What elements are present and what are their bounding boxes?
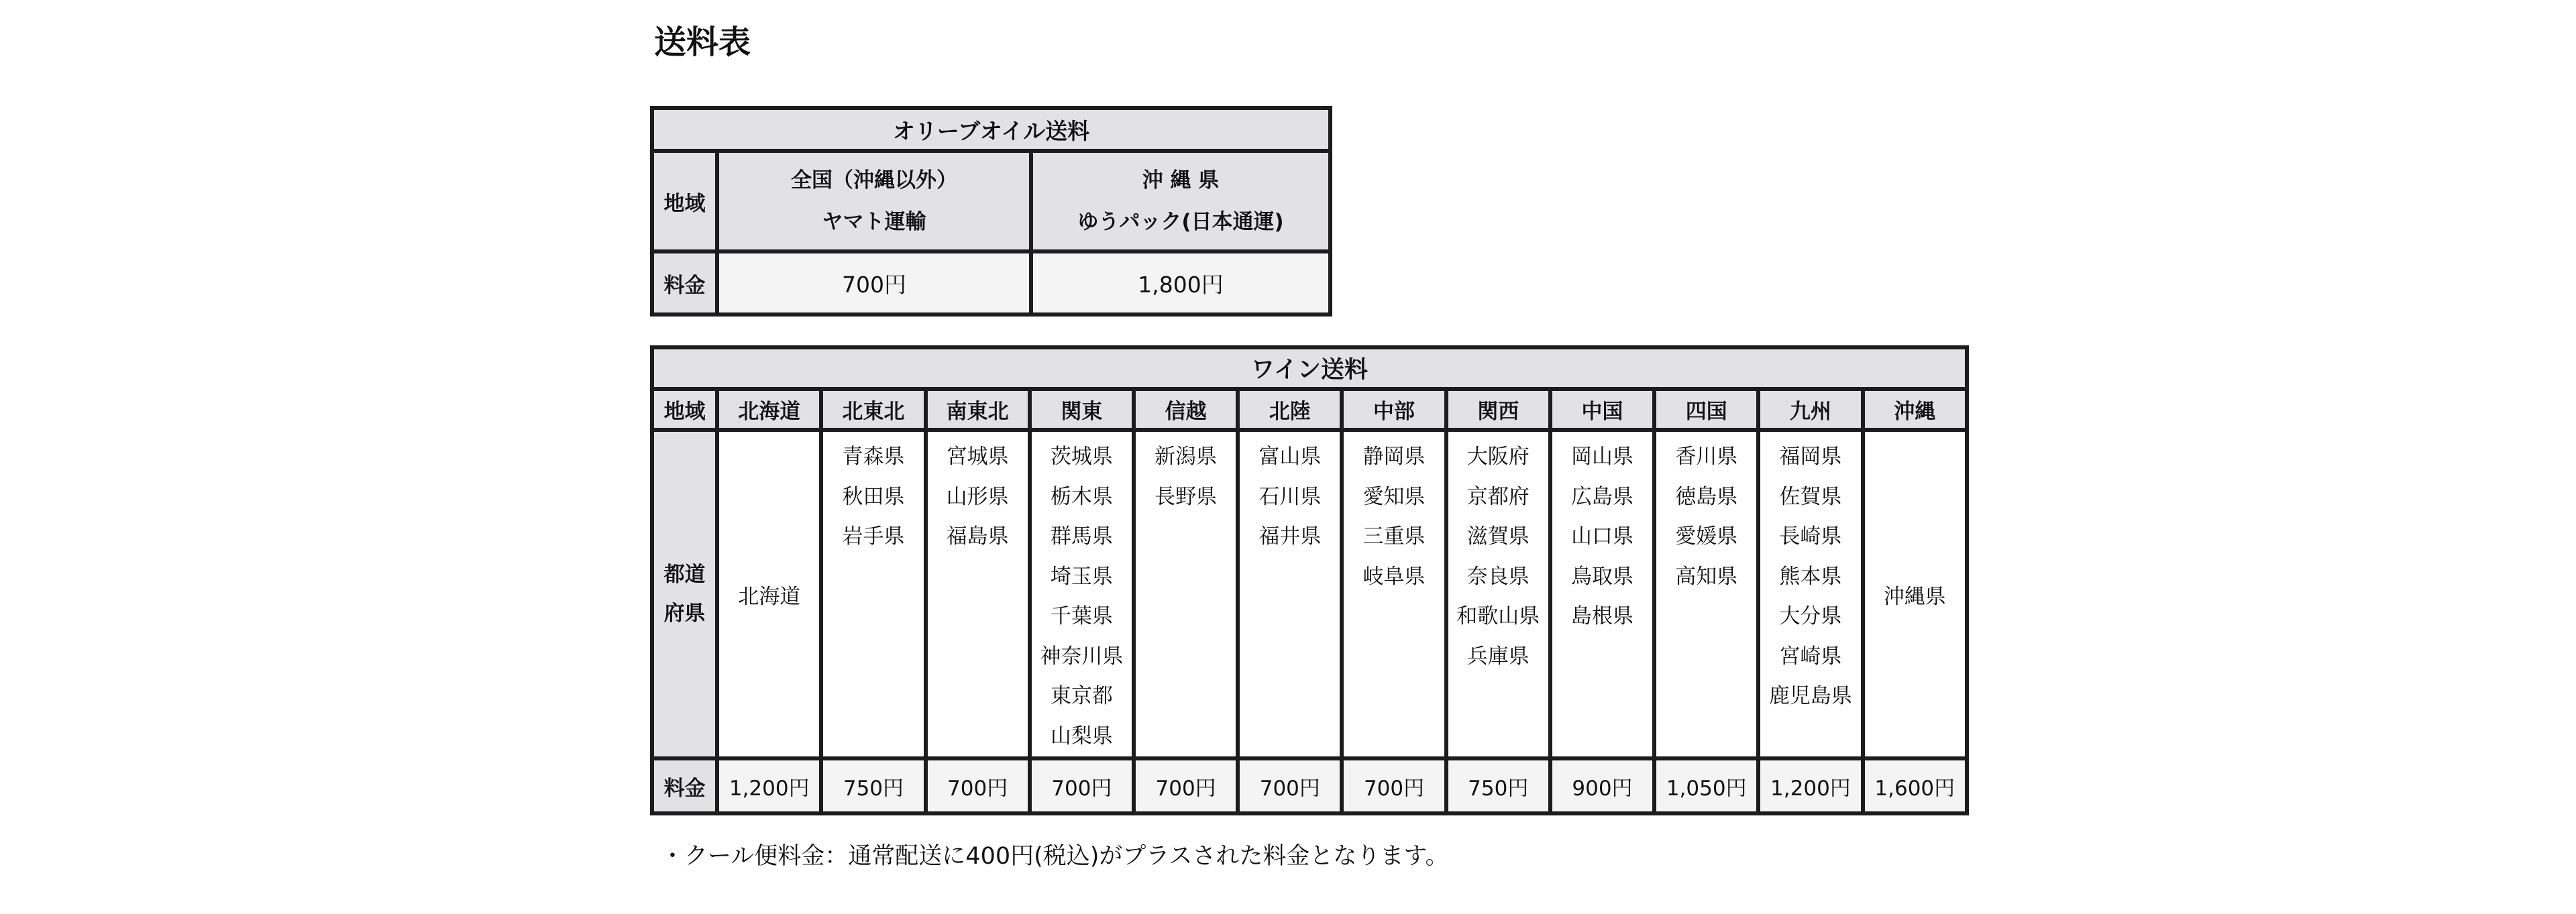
- wine-prefecture-item: 東京都: [1050, 684, 1113, 708]
- wine-prefecture-item: 京都府: [1466, 484, 1529, 509]
- wine-prefecture-cell: [1446, 430, 1550, 758]
- wine-fee-cell: 700円: [1030, 758, 1134, 813]
- wine-prefecture-cell: [1030, 430, 1134, 758]
- wine-prefecture-item: 鹿児島県: [1768, 684, 1852, 708]
- wine-prefecture-item: 山形県: [946, 484, 1009, 509]
- wine-prefecture-label-line1: 都道: [663, 563, 706, 587]
- wine-prefecture-list: [1448, 432, 1548, 677]
- olive-oil-shipping-section: [650, 106, 1996, 317]
- wine-prefecture-item: 広島県: [1570, 484, 1633, 509]
- wine-prefecture-item: 徳島県: [1675, 484, 1738, 509]
- wine-region-label: 地域: [652, 389, 717, 430]
- wine-prefecture-item: 栃木県: [1050, 484, 1113, 509]
- wine-prefecture-item: 埼玉県: [1050, 564, 1113, 589]
- wine-prefecture-list: [1344, 432, 1444, 597]
- olive-oil-table-caption: オリーブオイル送料: [652, 108, 1330, 151]
- olive-oil-shipping-table: [650, 106, 1332, 317]
- wine-prefecture-list: [1032, 432, 1132, 756]
- wine-prefecture-item: 石川県: [1258, 484, 1322, 509]
- olive-fee-nationwide: 700円: [717, 251, 1031, 315]
- wine-fee-cell: 750円: [1446, 758, 1550, 813]
- wine-prefecture-item: 静岡県: [1362, 445, 1426, 469]
- wine-prefecture-cell: [1863, 430, 1967, 758]
- wine-fee-label: 料金: [652, 758, 717, 813]
- olive-region-nationwide: [717, 151, 1031, 251]
- wine-prefecture-cell: [717, 430, 821, 758]
- cool-delivery-note: ・クール便料金：通常配送に400円(税込)がプラスされた料金となります。: [661, 843, 1449, 870]
- wine-prefecture-item: 沖縄県: [1883, 584, 1946, 609]
- wine-table-caption: ワイン送料: [652, 347, 1967, 389]
- wine-prefecture-item: 青森県: [842, 445, 905, 469]
- wine-fee-cell: 700円: [1342, 758, 1446, 813]
- wine-prefecture-list: [1136, 432, 1236, 517]
- olive-region-okinawa-carrier: ゆうパック(日本通運): [1077, 210, 1284, 234]
- wine-prefecture-label-line2: 府県: [663, 602, 706, 626]
- wine-prefecture-item: 島根県: [1570, 604, 1633, 628]
- wine-fee-cell: 1,050円: [1654, 758, 1758, 813]
- wine-prefecture-item: 山梨県: [1050, 724, 1113, 748]
- wine-region-header: 四国: [1654, 389, 1758, 430]
- wine-prefecture-item: 山口県: [1570, 524, 1633, 549]
- wine-prefecture-item: 岩手県: [842, 524, 905, 549]
- wine-prefecture-item: 神奈川県: [1040, 644, 1124, 669]
- olive-fee-label: 料金: [652, 251, 717, 315]
- wine-prefecture-list: [1240, 432, 1340, 557]
- wine-prefecture-label: [652, 430, 717, 758]
- wine-region-header: 九州: [1758, 389, 1862, 430]
- wine-prefecture-cell: [821, 430, 925, 758]
- olive-region-nationwide-carrier: ヤマト運輸: [822, 210, 926, 234]
- wine-prefecture-item: 新潟県: [1155, 445, 1218, 469]
- wine-prefecture-item: 香川県: [1675, 445, 1738, 469]
- wine-prefecture-item: 宮城県: [946, 445, 1009, 469]
- wine-region-header: 関東: [1030, 389, 1134, 430]
- wine-prefecture-item: 愛媛県: [1675, 524, 1738, 549]
- wine-region-header: 中国: [1550, 389, 1654, 430]
- wine-prefecture-item: 秋田県: [842, 484, 905, 509]
- wine-prefecture-list: [1760, 432, 1860, 717]
- wine-prefecture-item: 福岡県: [1779, 445, 1842, 469]
- wine-prefecture-item: 大阪府: [1466, 445, 1529, 469]
- wine-prefecture-cell: [1134, 430, 1238, 758]
- wine-shipping-table: [650, 345, 1969, 815]
- wine-prefecture-item: 三重県: [1362, 524, 1426, 549]
- wine-prefecture-cell: [1654, 430, 1758, 758]
- wine-prefecture-item: 滋賀県: [1466, 524, 1529, 549]
- wine-prefecture-item: 高知県: [1675, 564, 1738, 589]
- wine-fee-cell: 700円: [926, 758, 1030, 813]
- wine-region-header: 沖縄: [1863, 389, 1967, 430]
- wine-prefecture-item: 和歌山県: [1456, 604, 1540, 628]
- wine-prefecture-item: 佐賀県: [1779, 484, 1842, 509]
- wine-prefecture-list: [823, 432, 923, 557]
- wine-fee-cell: 700円: [1238, 758, 1342, 813]
- wine-fee-cell: 1,200円: [717, 758, 821, 813]
- wine-prefecture-item: 富山県: [1258, 445, 1322, 469]
- wine-prefecture-item: 群馬県: [1050, 524, 1113, 549]
- wine-prefecture-cell: [1758, 430, 1862, 758]
- wine-prefecture-item: 福井県: [1258, 524, 1322, 549]
- wine-prefecture-item: 茨城県: [1050, 445, 1113, 469]
- wine-prefecture-item: 福島県: [946, 524, 1009, 549]
- wine-region-header: 北陸: [1238, 389, 1342, 430]
- wine-region-header: 関西: [1446, 389, 1550, 430]
- wine-prefecture-cell: [1550, 430, 1654, 758]
- page-title: 送料表: [654, 23, 751, 61]
- wine-prefecture-item: 兵庫県: [1466, 644, 1529, 669]
- wine-prefecture-item: 北海道: [738, 584, 801, 609]
- wine-prefecture-list: [1552, 432, 1652, 637]
- wine-prefecture-list: [1656, 432, 1756, 597]
- olive-fee-okinawa: 1,800円: [1031, 251, 1330, 315]
- wine-region-header: 北東北: [821, 389, 925, 430]
- wine-prefecture-list: [928, 432, 1028, 557]
- wine-fee-cell: 1,600円: [1863, 758, 1967, 813]
- olive-region-label: 地域: [652, 151, 717, 251]
- olive-region-nationwide-name: 全国（沖縄以外）: [791, 168, 957, 192]
- wine-prefecture-item: 千葉県: [1050, 604, 1113, 628]
- wine-prefecture-item: 大分県: [1779, 604, 1842, 628]
- wine-prefecture-item: 長崎県: [1779, 524, 1842, 549]
- wine-prefecture-item: 熊本県: [1779, 564, 1842, 589]
- wine-shipping-section: [650, 345, 1969, 815]
- wine-prefecture-item: 岐阜県: [1362, 564, 1426, 589]
- wine-fee-cell: 750円: [821, 758, 925, 813]
- wine-prefecture-item: 宮崎県: [1779, 644, 1842, 669]
- wine-prefecture-cell: [1238, 430, 1342, 758]
- olive-region-okinawa-name: 沖 縄 県: [1142, 168, 1220, 192]
- wine-fee-cell: 1,200円: [1758, 758, 1862, 813]
- olive-region-okinawa: [1031, 151, 1330, 251]
- wine-region-header: 北海道: [717, 389, 821, 430]
- wine-prefecture-item: 鳥取県: [1570, 564, 1633, 589]
- wine-region-header: 南東北: [926, 389, 1030, 430]
- wine-fee-cell: 900円: [1550, 758, 1654, 813]
- wine-prefecture-item: 愛知県: [1362, 484, 1426, 509]
- wine-prefecture-cell: [1342, 430, 1446, 758]
- wine-region-header: 中部: [1342, 389, 1446, 430]
- wine-prefecture-item: 岡山県: [1570, 445, 1633, 469]
- wine-region-header: 信越: [1134, 389, 1238, 430]
- wine-fee-cell: 700円: [1134, 758, 1238, 813]
- wine-prefecture-cell: [926, 430, 1030, 758]
- wine-prefecture-item: 奈良県: [1466, 564, 1529, 589]
- wine-prefecture-item: 長野県: [1155, 484, 1218, 509]
